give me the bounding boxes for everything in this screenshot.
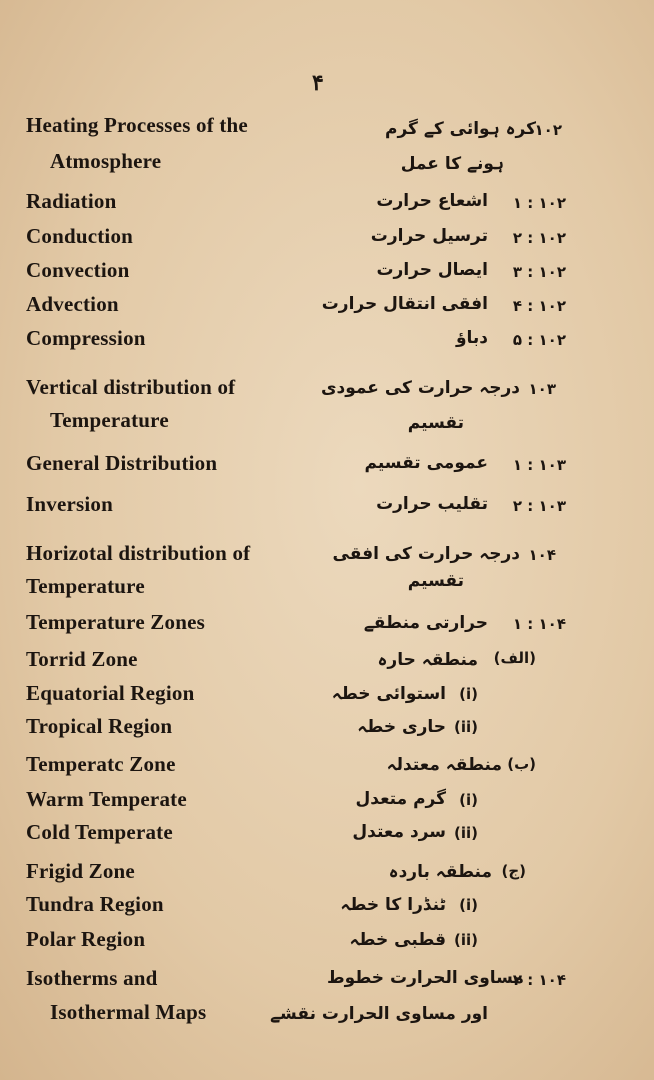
entry-english: Equatorial Region: [26, 681, 195, 705]
entry-urdu-cont: تقسیم: [407, 571, 464, 591]
entry-english: General Distribution: [26, 451, 218, 475]
entry-urdu: کرہ ہوائی کے گرم: [385, 119, 536, 139]
entry-number: (ii): [454, 824, 478, 842]
entry-urdu: استوائی خطہ: [331, 684, 446, 704]
entry-number: ۱ : ۱۰۴: [512, 615, 566, 633]
entry-urdu: قطبی خطہ: [349, 930, 446, 950]
entry-english: Radiation: [26, 189, 117, 213]
entry-urdu: دباؤ: [455, 328, 488, 348]
entry-english: Heating Processes of the: [26, 113, 248, 137]
entry-english-cont: Temperature: [26, 574, 145, 598]
entry-urdu: درجہ حرارت کی عمودی: [320, 378, 520, 398]
entry-urdu-cont: اور مساوی الحرارت نقشے: [270, 1004, 488, 1024]
entry-number: (الف): [493, 649, 536, 667]
entry-urdu: منطقہ باردہ: [388, 862, 492, 882]
entry-english: Polar Region: [26, 927, 146, 951]
entry-english: Torrid Zone: [26, 647, 138, 671]
entry-urdu: گرم متعدل: [355, 789, 446, 809]
entry-urdu-cont: تقسیم: [407, 413, 464, 433]
entry-number: ۴ : ۱۰۲: [512, 297, 566, 315]
entry-english: Horizotal distribution of: [26, 541, 251, 565]
entry-urdu: منطقہ معتدلہ: [386, 755, 502, 775]
entry-number: (i): [459, 896, 478, 914]
entry-english: Temperatc Zone: [26, 752, 176, 776]
entry-number: (ii): [454, 931, 478, 949]
entry-urdu: منطقہ حارہ: [377, 650, 478, 670]
entry-urdu: ٹنڈرا کا خطہ: [340, 895, 446, 915]
entry-english: Conduction: [26, 224, 134, 248]
entry-urdu: مساوی الحرارت خطوط: [326, 968, 524, 988]
entry-number: (ii): [454, 718, 478, 736]
page-number: ۴: [312, 70, 324, 95]
entry-urdu: حاری خطہ: [357, 717, 446, 737]
entry-urdu: تقلیب حرارت: [376, 494, 488, 514]
entry-number: ۱ : ۱۰۳: [512, 456, 566, 474]
entry-number: (i): [459, 685, 478, 703]
entry-urdu: سرد معتدل: [352, 822, 446, 842]
entry-english-cont: Temperature: [50, 408, 169, 432]
entry-urdu: اشعاع حرارت: [376, 191, 488, 211]
entry-english: Inversion: [26, 492, 113, 516]
entry-english: Warm Temperate: [26, 787, 187, 811]
entry-english: Temperature Zones: [26, 610, 205, 634]
entry-number: ۲ : ۱۰۴: [512, 971, 566, 989]
entry-english: Advection: [26, 292, 119, 316]
entry-number: ۱۰۲: [534, 121, 562, 139]
entry-english: Frigid Zone: [26, 859, 135, 883]
entry-english-cont: Isothermal Maps: [50, 1000, 207, 1024]
entry-english: Tundra Region: [26, 892, 164, 916]
entry-number: (ج): [501, 862, 526, 880]
entry-english: Vertical distribution of: [26, 375, 236, 399]
entry-number: ۳ : ۱۰۲: [512, 263, 566, 281]
entry-number: ۱ : ۱۰۲: [512, 194, 566, 212]
entry-number: (i): [459, 791, 478, 809]
entry-english: Tropical Region: [26, 714, 173, 738]
entry-number: ۵ : ۱۰۲: [512, 331, 566, 349]
entry-english: Isotherms and: [26, 966, 158, 990]
entry-urdu: عمومی تقسیم: [364, 453, 488, 473]
entry-urdu: افقی انتقال حرارت: [321, 294, 488, 314]
entry-urdu: ترسیل حرارت: [370, 226, 488, 246]
entry-number: ۱۰۴: [528, 546, 556, 564]
entry-urdu-cont: ہونے کا عمل: [400, 154, 504, 174]
entry-english: Cold Temperate: [26, 820, 173, 844]
entry-number: (ب): [507, 755, 536, 773]
entry-english: Convection: [26, 258, 130, 282]
entry-number: ۱۰۳: [528, 380, 556, 398]
entry-number: ۲ : ۱۰۲: [512, 229, 566, 247]
entry-number: ۲ : ۱۰۳: [512, 497, 566, 515]
entry-urdu: حرارتی منطقے: [363, 613, 488, 633]
entry-english-cont: Atmosphere: [50, 149, 162, 173]
entry-urdu: درجہ حرارت کی افقی: [332, 544, 520, 564]
entry-english: Compression: [26, 326, 146, 350]
entry-urdu: ایصال حرارت: [376, 260, 488, 280]
